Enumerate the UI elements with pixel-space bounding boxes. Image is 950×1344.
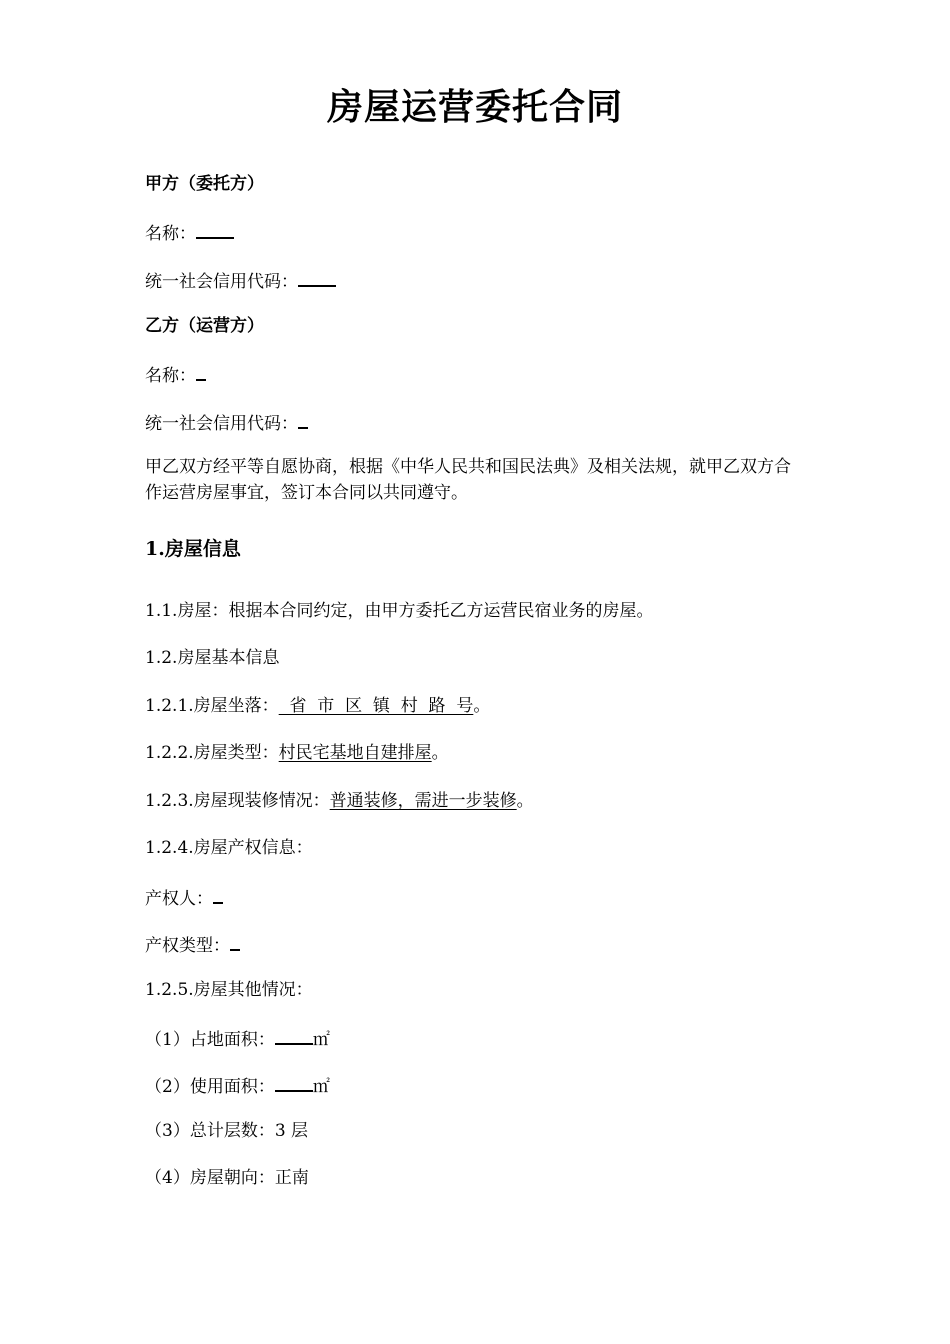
orientation-line: （4）房屋朝向：正南 [145, 1168, 309, 1188]
clause-1-2: 1.2.房屋基本信息 [145, 648, 280, 668]
clause-1-2-5: 1.2.5.房屋其他情况： [145, 980, 313, 1000]
party-b-name-label: 名称： [145, 366, 196, 386]
clause-1-2-4: 1.2.4.房屋产权信息： [145, 838, 313, 858]
owner-blank [213, 884, 223, 904]
party-b-name-blank [196, 361, 206, 381]
usable-area-label: （2）使用面积： [145, 1077, 275, 1097]
party-b-credit-code-label: 统一社会信用代码： [145, 414, 298, 434]
party-a-name-blank [196, 219, 234, 239]
owner-label: 产权人： [145, 889, 213, 909]
decoration-status-value: 普通装修，需进一步装修 [329, 791, 517, 811]
clause-1-2-3 [145, 789, 534, 813]
ownership-type-blank [230, 931, 240, 951]
clause-1-2-1-end: 。 [473, 696, 491, 716]
clause-1-2-3-label: 1.2.3.房屋现装修情况： [145, 791, 330, 811]
preamble-paragraph: 甲乙双方经平等自愿协商，根据《中华人民共和国民法典》及相关法规，就甲乙双方合作运营房屋事宜，签订本合同以共同遵守。 [145, 457, 791, 503]
owner-line [145, 884, 223, 911]
party-a-credit-code-blank [298, 267, 336, 287]
land-area-line [145, 1025, 330, 1052]
party-a-credit-code-line [145, 267, 336, 294]
clause-1-2-1 [145, 694, 490, 718]
party-a-name-line [145, 219, 234, 246]
party-b-credit-code-line [145, 409, 308, 436]
clause-1-2-3-end: 。 [516, 791, 534, 811]
house-type-value: 村民宅基地自建排屋 [278, 743, 432, 763]
clause-1-1: 1.1.房屋：根据本合同约定，由甲方委托乙方运营民宿业务的房屋。 [145, 601, 654, 621]
land-area-label: （1）占地面积： [145, 1030, 275, 1050]
clause-1-2-2-label: 1.2.2.房屋类型： [145, 743, 279, 763]
usable-area-unit: ㎡ [312, 1077, 330, 1097]
party-b-heading: 乙方（运营方） [145, 316, 264, 336]
party-a-heading: 甲方（委托方） [145, 174, 264, 194]
party-a-name-label: 名称： [145, 224, 196, 244]
house-location-value: 省 市 区 镇 村 路 号 [278, 696, 474, 716]
floor-count-line: （3）总计层数：3 层 [145, 1121, 309, 1141]
ownership-type-line [145, 931, 240, 958]
section-1-heading: 1.房屋信息 [145, 538, 241, 560]
land-area-blank [275, 1025, 313, 1045]
party-a-credit-code-label: 统一社会信用代码： [145, 272, 298, 292]
clause-1-2-1-label: 1.2.1.房屋坐落： [145, 696, 279, 716]
clause-1-2-2-end: 。 [431, 743, 449, 763]
land-area-unit: ㎡ [312, 1030, 330, 1050]
usable-area-blank [275, 1072, 313, 1092]
clause-1-2-2 [145, 741, 449, 765]
party-b-name-line [145, 361, 206, 388]
document-title: 房屋运营委托合同 [326, 86, 623, 128]
usable-area-line [145, 1072, 330, 1099]
ownership-type-label: 产权类型： [145, 936, 230, 956]
party-b-credit-code-blank [298, 409, 308, 429]
